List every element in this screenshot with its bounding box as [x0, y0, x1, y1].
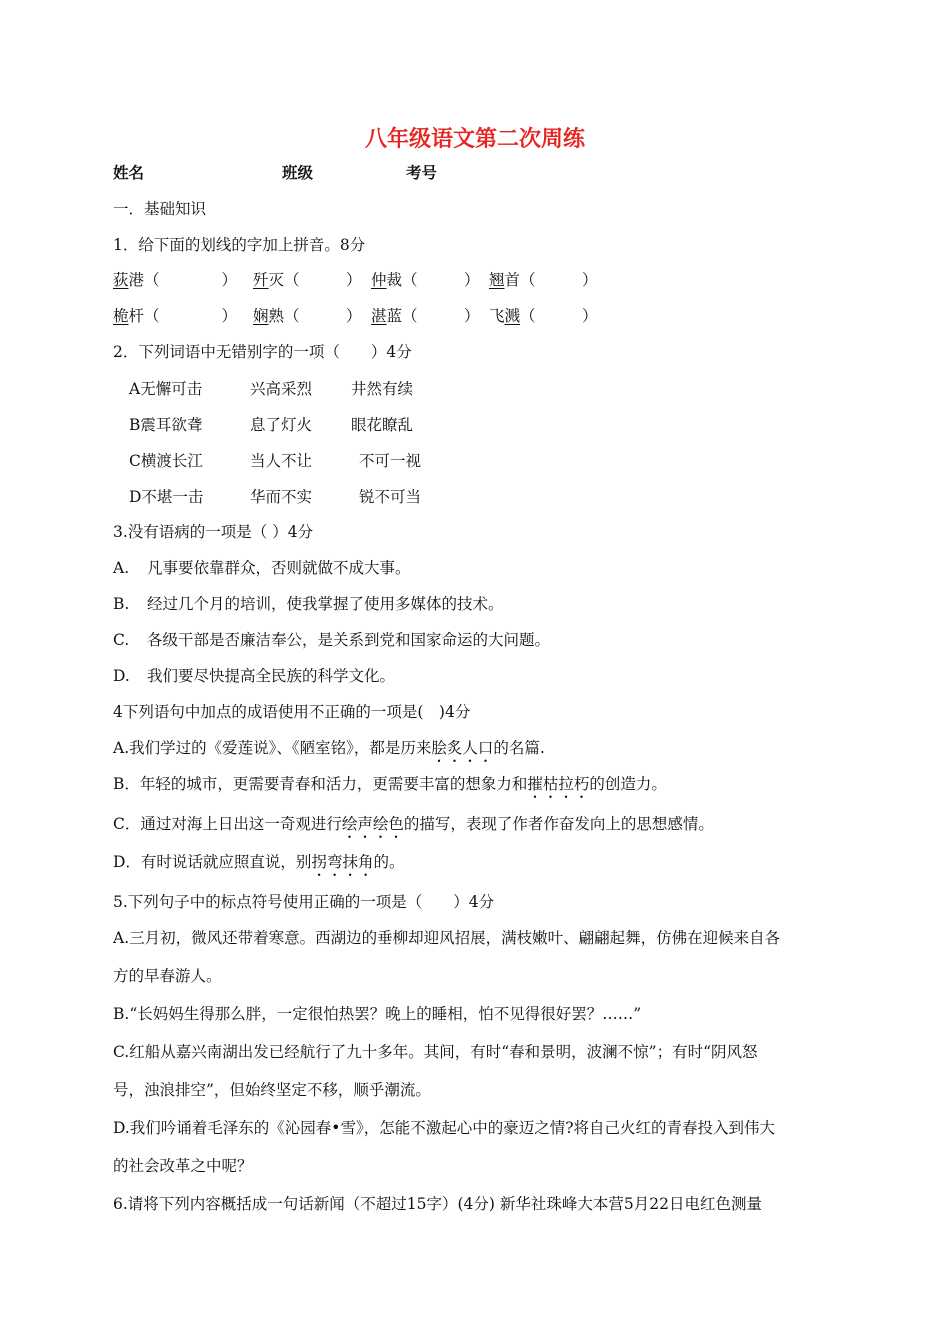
q5-option-d-line-2: 的社会改革之中呢？ [113, 1157, 253, 1175]
pinyin-item: 翘首（ ） [489, 271, 598, 289]
pinyin-item: 歼灭（ ） [253, 271, 362, 289]
question-6-prompt: 6.请将下列内容概括成一句话新闻（不超过15字）(4分) 新华社珠峰大本营5月22日电红色测量 [113, 1195, 762, 1213]
dotted-idiom: 摧枯拉朽 [527, 775, 590, 793]
dotted-idiom: 拐弯抹角 [311, 853, 374, 871]
q4-option-a: A.我们学过的《爱莲说》、《陋室铭》，都是历来脍炙人口的名篇. [113, 739, 545, 757]
q3-option-d: D. 我们要尽快提高全民族的科学文化。 [113, 667, 396, 685]
dotted-idiom: 绘声绘色 [341, 815, 404, 833]
q2-option-a-3: 井然有续 [351, 380, 414, 398]
q4-option-d: D．有时说话就应照直说，别拐弯抹角的。 [113, 853, 405, 871]
question-5-prompt: 5.下列句子中的标点符号使用正确的一项是（ ）4分 [113, 893, 495, 911]
q5-option-d-line-1: D.我们吟诵着毛泽东的《沁园春•雪》，怎能不激起心中的豪迈之情?将自己火红的青春投入到伟大 [113, 1119, 776, 1137]
exam-number-label: 考号 [406, 164, 438, 182]
class-label: 班级 [282, 164, 314, 182]
q2-option-a-2: 兴高采烈 [250, 380, 313, 398]
pinyin-item: 飞溅（ ） [489, 307, 598, 325]
pinyin-row-2 [113, 305, 598, 327]
q3-option-c: C. 各级干部是否廉洁奉公，是关系到党和国家命运的大问题。 [113, 631, 551, 649]
q5-option-a-line-2: 方的早春游人。 [113, 967, 222, 985]
pinyin-item: 娴熟（ ） [253, 307, 362, 325]
q3-option-b: B. 经过几个月的培训，使我掌握了使用多媒体的技术。 [113, 595, 504, 613]
q2-option-b-2: 息了灯火 [250, 416, 313, 434]
question-1-prompt: 1．给下面的划线的字加上拼音。8分 [113, 236, 366, 254]
student-info-row [113, 162, 144, 184]
exam-label-wrap [406, 162, 437, 184]
pinyin-item: 湛蓝（ ） [371, 307, 480, 325]
pinyin-item: 荻港（ ） [113, 271, 238, 289]
q4-option-b: B．年轻的城市，更需要青春和活力，更需要丰富的想象力和摧枯拉朽的创造力。 [113, 775, 667, 793]
q2-option-c-3: 不可一视 [359, 452, 422, 470]
pinyin-item: 桅杆（ ） [113, 307, 238, 325]
question-4-prompt: 4下列语句中加点的成语使用不正确的一项是( )4分 [113, 703, 471, 721]
q5-option-c-line-1: C.红船从嘉兴南湖出发已经航行了九十多年。其间，有时“春和景明，波澜不惊”；有时“阴风怒 [113, 1043, 758, 1061]
section-heading: 一．基础知识 [113, 200, 207, 218]
q3-option-a: A. 凡事要依靠群众，否则就做不成大事。 [113, 559, 411, 577]
pinyin-item: 仲裁（ ） [371, 271, 480, 289]
class-label-wrap [282, 162, 313, 184]
q2-option-a-1: A无懈可击 [129, 380, 203, 398]
dotted-idiom: 脍炙人口 [431, 739, 494, 757]
q2-option-c-1: C横渡长江 [129, 452, 203, 470]
q2-option-b-1: B震耳欲聋 [129, 416, 203, 434]
name-label: 姓名 [113, 164, 145, 182]
q2-option-d-2: 华而不实 [250, 488, 313, 506]
q2-option-d-1: D不堪一击 [129, 488, 204, 506]
q2-option-c-2: 当人不让 [250, 452, 313, 470]
q5-option-c-line-2: 号，浊浪排空”，但始终坚定不移，顺乎潮流。 [113, 1081, 431, 1099]
q2-option-b-3: 眼花瞭乱 [351, 416, 414, 434]
q5-option-b: B.“长妈妈生得那么胖，一定很怕热罢？晚上的睡相，怕不见得很好罢？……” [113, 1005, 642, 1023]
q5-option-a-line-1: A.三月初，微风还带着寒意。西湖边的垂柳却迎风招展，满枝嫩叶、翩翩起舞，仿佛在迎候来自各 [113, 929, 781, 947]
page-title: 八年级语文第二次周练 [364, 127, 585, 152]
q4-option-c: C．通过对海上日出这一奇观进行绘声绘色的描写，表现了作者作奋发向上的思想感情。 [113, 815, 714, 833]
pinyin-row-1 [113, 269, 598, 291]
question-2-prompt: 2．下列词语中无错别字的一项（ ）4分 [113, 343, 412, 361]
question-3-prompt: 3.没有语病的一项是（ ）4分 [113, 523, 314, 541]
q2-option-d-3: 锐不可当 [359, 488, 422, 506]
